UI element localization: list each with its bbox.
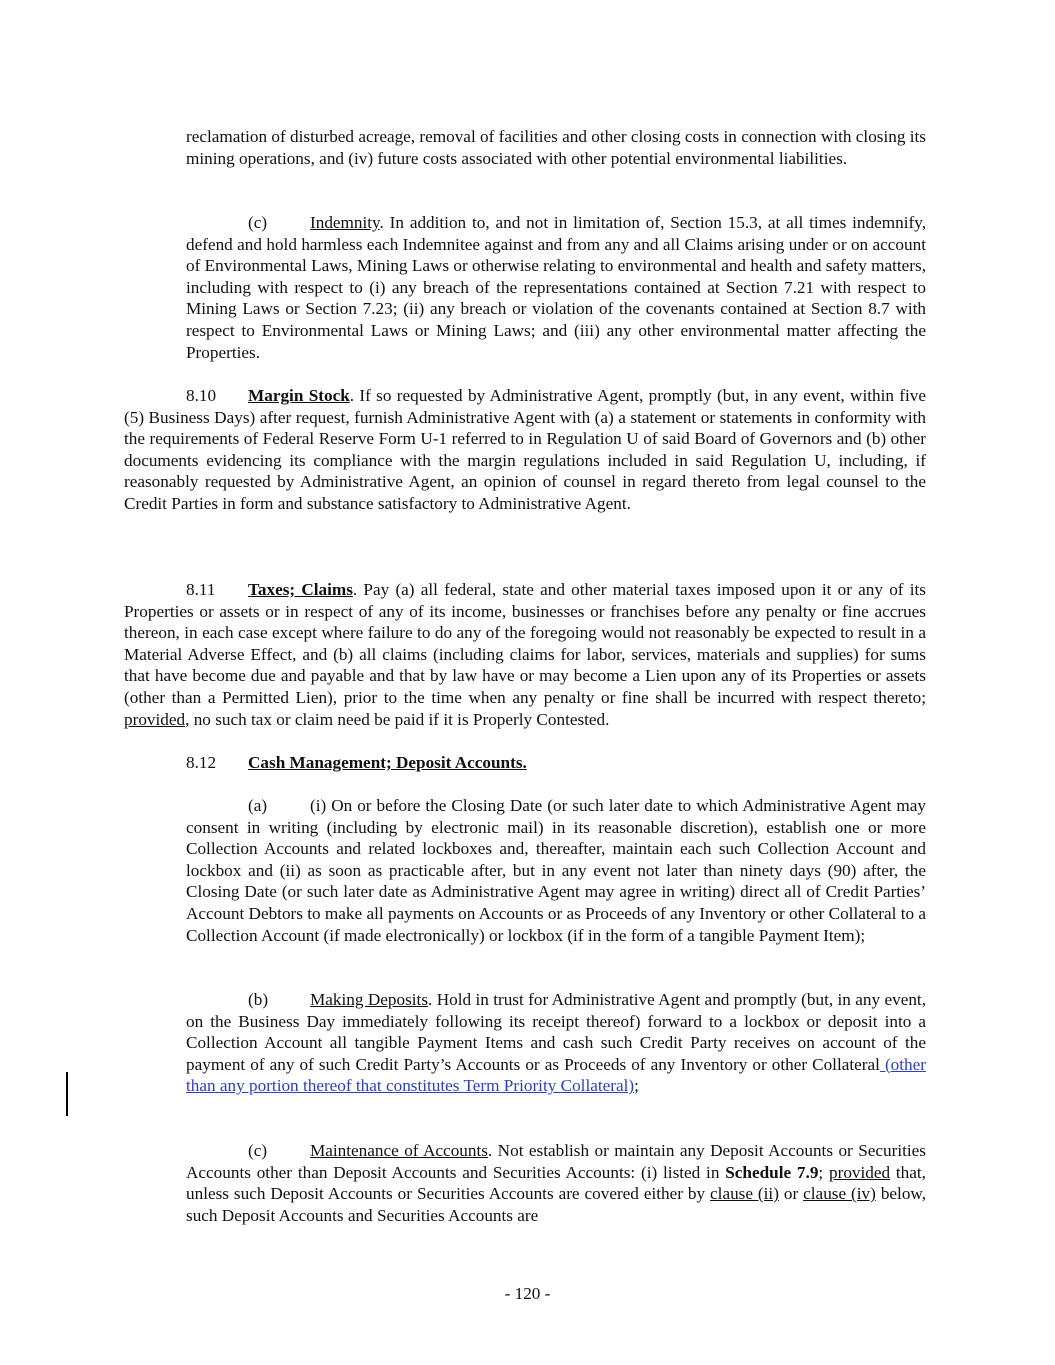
proviso-provided: provided xyxy=(124,709,186,729)
paragraph-environmental-costs: reclamation of disturbed acreage, removal of facilities and other closing costs in connection with closing its mining operations, and (iv) future costs associated with other potential environmental liabilities. xyxy=(186,127,926,168)
heading-margin-stock: Margin Stock xyxy=(248,386,350,405)
heading-taxes-claims: Taxes; Claims xyxy=(248,580,353,599)
section-8-10-margin-stock: 8.10 Margin Stock. If so requested by Administrative Agent, promptly (but, in any event, within five (5) Business Days) after request, furnish Administrative Agent with (a) a statement or statements in conformity with the requirements of Federal Reserve Form U-1 referred to in Regulation U of said Board of Governors and (b) other documents evidencing its compliance with the margin regulations included in said Regulation U, including, if reasonably requested by Administrative Agent, an opinion of counsel in regard thereto from legal counsel to the Credit Parties in form and substance satisfactory to Administrative Agent. xyxy=(124,386,927,513)
clause-marker: (a) xyxy=(248,796,268,815)
paragraph-a-collection-accounts: (a) (i) On or before the Closing Date (or such later date to which Administrative Agent may consent in writing (including by electronic mail) in its reasonable discretion), establish one or more Collection Accounts and related lockboxes and, thereafter, maintain each such Collection Account and lockbox and (ii) as soon as practicable after, but in any event not later than ninety days (90) after, the Closing Date (or such later date as Administrative Agent may agree in writing) direct all of Credit Parties’ Account Debtors to make all payments on Accounts or as Proceeds of any Inventory or other Collateral to a Collection Account (if made electronically) or lockbox (if in the form of a tangible Payment Item); xyxy=(186,796,926,945)
inserted-revision-text: (other than any portion thereof that constitutes Term Priority Collateral) xyxy=(186,1054,926,1096)
section-number: 8.12 xyxy=(186,753,217,772)
paragraph-b-making-deposits: (b) Making Deposits. Hold in trust for Administrative Agent and promptly (but, in any event, on the Business Day immediately following its receipt thereof) forward to a lockbox or deposit into a Collection Account all tangible Payment Items and cash such Credit Party receives on account of the payment of any of such Credit Party’s Accounts or as Proceeds of any Inventory or other Collateral (other than any portion thereof that constitutes Term Priority Collateral); xyxy=(186,990,927,1096)
clause-marker: (c) xyxy=(248,213,268,232)
section-number: 8.10 xyxy=(186,386,217,405)
clause-marker: (c) xyxy=(248,1141,268,1160)
section-8-11-taxes-claims: 8.11 Taxes; Claims. Pay (a) all federal, state and other material taxes imposed upon it or any of its Properties or assets or in respect of any of its income, businesses or franchises before any penalty or fine accrues thereon, in each case except where failure to do any of the foregoing would not reasonably be expected to result in a Material Adverse Effect, and (b) all claims (including claims for labor, services, materials and supplies) for sums that have become due and payable and that by law have or may become a Lien upon any of its Properties or assets (other than a Permitted Lien), prior to the time when any penalty or fine shall be incurred with respect thereto; provided, no such tax or claim need be paid if it is Properly Contested. xyxy=(124,580,926,729)
paragraph-c-indemnity: (c) Indemnity. In addition to, and not in limitation of, Section 15.3, at all times indemnify, defend and hold harmless each Indemnitee against and from any and all Claims arising under or on account of Environmental Laws, Mining Laws or otherwise relating to environmental and health and safety matters, including with respect to (i) any breach of the representations contained at Section 7.21 with respect to Mining Laws or Section 7.23; (ii) any breach or violation of the covenants contained at Section 8.7 with respect to Environmental Laws or Mining Laws; and (iii) any other environmental matter affecting the Properties. xyxy=(186,213,926,362)
clause-iv-reference: clause (iv) xyxy=(803,1184,876,1204)
heading-indemnity: Indemnity xyxy=(310,213,380,232)
section-8-12-heading xyxy=(186,752,926,774)
heading-making-deposits: Making Deposits xyxy=(310,990,429,1009)
proviso-provided: provided xyxy=(829,1162,891,1182)
heading-maintenance-of-accounts: Maintenance of Accounts xyxy=(310,1141,488,1160)
clause-ii-reference: clause (ii) xyxy=(710,1184,779,1204)
revision-change-bar xyxy=(66,1072,68,1116)
section-number: 8.11 xyxy=(186,580,216,599)
schedule-reference: Schedule 7.9 xyxy=(725,1162,819,1182)
heading-cash-management: Cash Management; Deposit Accounts. xyxy=(248,753,527,772)
page-number: - 120 - xyxy=(504,1284,551,1303)
clause-marker: (b) xyxy=(248,990,269,1009)
paragraph-c-maintenance-of-accounts: (c) Maintenance of Accounts. Not establish or maintain any Deposit Accounts or Securities Accounts other than Deposit Accounts and Securities Accounts: (i) listed in Schedule 7.9; provided that, unless such Deposit Accounts or Securities Accounts are covered either by clause (ii) or clause (iv) below, such Deposit Accounts and Securities Accounts are xyxy=(186,1141,927,1225)
